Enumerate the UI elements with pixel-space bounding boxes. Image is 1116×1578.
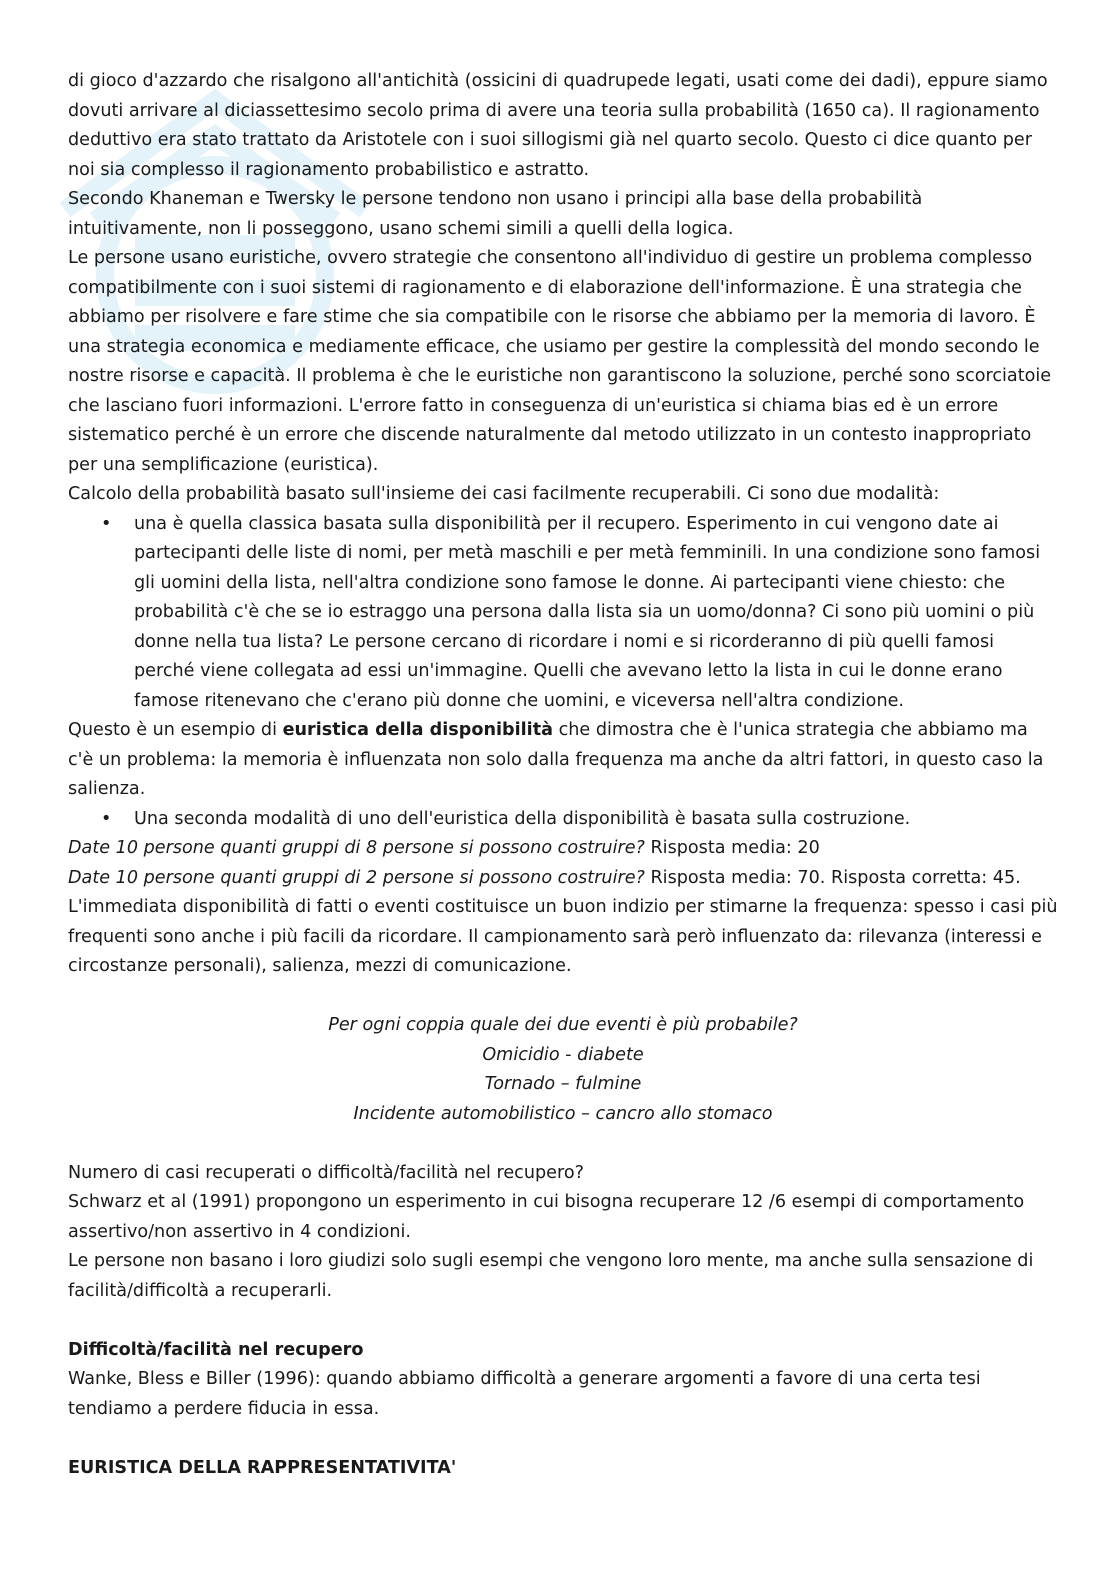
section-heading-rappresentativita: EURISTICA DELLA RAPPRESENTATIVITA' (68, 1457, 457, 1478)
centered-pair-1: Omicidio - diabete (482, 1044, 644, 1065)
list-item-text: Una seconda modalità di uno dell'euristica della disponibilità è basata sulla costruzione. (134, 808, 911, 829)
bullet-icon: • (101, 513, 112, 534)
list-item-text: una è quella classica basata sulla disponibilità per il recupero. Esperimento in cui vengono date ai partecipanti delle liste di nomi, per metà maschili e per metà femminili. In una condizione sono famosi gli uomini della lista, nell'altra condizione sono famose le donne. Ai partecipanti viene chiesto: che probabilità c'è che se io estraggo una persona dalla lista sia un uomo/donna? Ci sono più uomini o più donne nella tua lista? Le persone cercano di ricordare i nomi e si ricorderanno di più quelli famosi perché viene collegata ad essi un'immagine. Quelli che avevano letto la lista in cui le donne erano famose ritenevano che c'erano più donne che uomini, e viceversa nell'altra condizione. (134, 513, 1041, 711)
spacer (68, 1129, 1058, 1159)
centered-question: Per ogni coppia quale dei due eventi è più probabile? (328, 1015, 798, 1035)
bullet-list-1 (68, 510, 1058, 717)
bold-term: euristica della disponibilità (282, 720, 553, 740)
question-line-2: Date 10 persone quanti gruppi di 2 persone si possono costruire? Risposta media: 70. Risposta corretta: 45. (68, 867, 1021, 888)
paragraph-immediata: L'immediata disponibilità di fatti o eventi costituisce un buon indizio per stimarne la frequenza: spesso i casi più frequenti sono anche i più facili da ricordare. Il campionamento sarà però influenzato da: rilevanza (interessi e circostanze personali), salienza, mezzi di comunicazione. (68, 897, 1058, 976)
document-body (68, 67, 1058, 1483)
paragraph-euristiche: Le persone usano euristiche, ovvero strategie che consentono all'individuo di gestire un problema complesso compatibilmente con i suoi sistemi di ragionamento e di elaborazione dell'informazione. È una strategia che abbiamo per risolvere e fare stime che sia compatibile con le risorse che abbiamo per la memoria di lavoro. È una strategia economica e mediamente efficace, che usiamo per gestire la complessità del mondo secondo le nostre risorse e capacità. Il problema è che le euristiche non garantiscono la soluzione, perché sono scorciatoie che lasciano fuori informazioni. L'errore fatto in conseguenza di un'euristica si chiama bias ed è un errore sistematico perché è un errore che discende naturalmente dal metodo utilizzato in un contesto inappropriato per una semplificazione (euristica). (68, 248, 1052, 475)
bullet-icon: • (101, 808, 112, 829)
centered-pair-3: Incidente automobilistico – cancro allo stomaco (353, 1103, 773, 1124)
paragraph-giudizi: Le persone non basano i loro giudizi solo sugli esempi che vengono loro mente, ma anche sulla sensazione di facilità/difficoltà a recuperarli. (68, 1251, 1034, 1301)
paragraph-calcolo: Calcolo della probabilità basato sull'insieme dei casi facilmente recuperabili. Ci sono due modalità: (68, 484, 940, 504)
list-item (68, 805, 1058, 835)
list-item (68, 510, 1058, 717)
paragraph-khaneman: Secondo Khaneman e Twersky le persone tendono non usano i principi alla base della probabilità intuitivamente, non li posseggono, usano schemi simili a quelli della logica. (68, 189, 923, 239)
paragraph-schwarz: Schwarz et al (1991) propongono un esperimento in cui bisogna recuperare 12 /6 esempi di comportamento assertivo/non assertivo in 4 condizioni. (68, 1192, 1025, 1242)
paragraph-wanke: Wanke, Bless e Biller (1996): quando abbiamo difficoltà a generare argomenti a favore di una certa tesi tendiamo a perdere fiducia in essa. (68, 1369, 981, 1419)
paragraph-disponibilita: Questo è un esempio di euristica della disponibilità che dimostra che è l'unica strategia che abbiamo ma c'è un problema: la memoria è influenzata non solo dalla frequenza ma anche da altri fattori, in questo caso la salienza. (68, 720, 1044, 799)
spacer (68, 1424, 1058, 1454)
spacer (68, 1306, 1058, 1336)
bullet-list-2 (68, 805, 1058, 835)
centered-pair-2: Tornado – fulmine (484, 1074, 642, 1094)
question-line-1: Date 10 persone quanti gruppi di 8 persone si possono costruire? Risposta media: 20 (68, 838, 820, 858)
paragraph-numero-casi: Numero di casi recuperati o difficoltà/facilità nel recupero? (68, 1162, 584, 1183)
paragraph-intro: di gioco d'azzardo che risalgono all'antichità (ossicini di quadrupede legati, usati come dei dadi), eppure siamo dovuti arrivare al diciassettesimo secolo prima di avere una teoria sulla probabilità (1650 ca). Il ragionamento deduttivo era stato trattato da Aristotele con i suoi sillogismi già nel quarto secolo. Questo ci dice quanto per noi sia complesso il ragionamento probabilistico e astratto. (68, 71, 1048, 180)
section-heading-recupero: Difficoltà/facilità nel recupero (68, 1339, 364, 1360)
spacer (68, 982, 1058, 1012)
